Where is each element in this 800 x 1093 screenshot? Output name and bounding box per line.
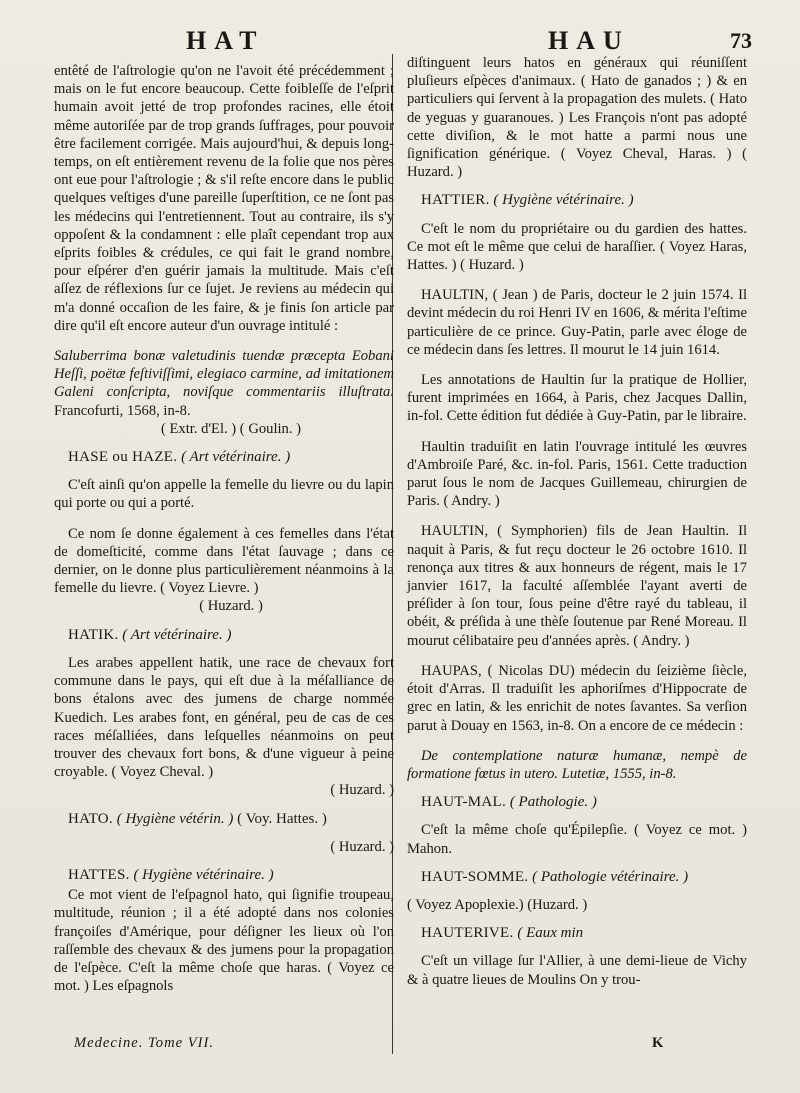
latin-citation: Saluberrima bonæ valetudinis tuendæ præcepta Eobani Heſſi, poëtæ feſtiviſſimi, elegiaco carmine, ad imitationem Galeni conſcripta, noviſque commentariis illuſtrata. Francofurti, 1568, in-8.	[54, 348, 394, 419]
entry-hase: HASE ou HAZE. ( Art vétérinaire. )	[68, 449, 291, 466]
entry-haut-mal: HAUT-MAL. ( Pathologie. )	[421, 794, 597, 811]
hauterive-paragraph: C'eſt un village ſur l'Allier, à une demi-lieue de Vichy & à quatre lieues de Moulins On y trou-	[407, 953, 747, 988]
entry-hato: HATO. ( Hygiène vétérin. ) ( Voy. Hattes. )	[68, 810, 327, 827]
haultin-jean-paragraph-1: HAULTIN, ( Jean ) de Paris, docteur le 2 juin 1574. Il devint médecin du roi Henri IV en 1606, & mérita l'eſtime particulière de ce prince. Guy-Patin, parle avec éloge de ce médecin dans ſes lettres. Il mourut le 14 juin 1614.	[407, 287, 747, 358]
hase-paragraph-2: Ce nom ſe donne également à ces femelles dans l'état de domeſticité, comme dans l'état ſauvage ; dans ce dernier, on le donne plus particulièrement néanmoins à la femelle du lievre. ( Voyez Lievre. )	[54, 525, 394, 597]
haut-somme-paragraph: ( Voyez Apoplexie.) (Huzard. )	[407, 896, 588, 913]
signature-huzard: ( Huzard. )	[199, 598, 263, 615]
haultin-symphorien-paragraph: HAULTIN, ( Symphorien) fils de Jean Haultin. Il naquit à Paris, & fut reçu docteur le 26 octobre 1610. Il renonça aux titres & aux honneurs de régent, mais le 17 janvier 1617, la faculté aſſemblée l'ayant averti de préſider à ſon tour, ſous peine d'être rayé du tableau, il obéit, & préſida à une thèſe ſoutenue par René Moreau. Il mourut célibataire peu d'années après. ( Andry. )	[407, 523, 747, 649]
hase-paragraph-1: C'eſt ainſi qu'on appelle la femelle du lievre ou du lapin qui porte ou qui a porté.	[54, 477, 394, 512]
footer-signature-mark: K	[652, 1035, 664, 1051]
page-number: 73	[730, 28, 752, 53]
signature-huzard: ( Huzard. )	[330, 782, 394, 799]
right-column	[407, 54, 747, 989]
signature-huzard: ( Huzard. )	[330, 838, 394, 855]
haupas-paragraph: HAUPAS, ( Nicolas DU) médecin du ſeizième ſiècle, étoit d'Arras. Il traduiſit les aphoriſmes d'Hippocrate de grec en latin, & les enrichit de notes ſavantes. Sa verſion parut à Douay en 1563, in-8. On a encore de ce médecin :	[407, 662, 747, 734]
entry-haut-somme: HAUT-SOMME. ( Pathologie vétérinaire. )	[421, 868, 689, 885]
entry-hauterive: HAUTERIVE. ( Eaux min	[421, 925, 584, 942]
haultin-jean-paragraph-2: Les annotations de Haultin ſur la pratique de Hollier, furent imprimées en 1664, à Paris, chez Jacques Dallin, in-fol. Cette édition fut dédiée à Guy-Patin, par le libraire.	[407, 372, 747, 425]
entry-hattier: HATTIER. ( Hygiène vétérinaire. )	[421, 192, 634, 209]
haultin-jean-paragraph-3: Haultin traduiſit en latin l'ouvrage intitulé les œuvres d'Ambroiſe Paré, &c. in-fol. Paris, 1561. Cette traduction parut ſous le nom de Jacques Guillemeau, chirurgien de Paris. ( Andry. )	[407, 438, 747, 510]
entry-hatik: HATIK. ( Art vétérinaire. )	[68, 626, 232, 643]
entry-hattes: HATTES. ( Hygiène vétérinaire. )	[68, 866, 274, 883]
haut-mal-paragraph: C'eſt la même choſe qu'Épilepſie. ( Voyez ce mot. ) Mahon.	[407, 822, 747, 857]
paragraph-continuation: entêté de l'aſtrologie qu'on ne l'avoit été précédemment ; mais on le fut encore beaucoup. Cette foibleſſe de l'eſprit humain avoit jetté de trop profondes racines, elle étoit même autoriſée par de trop grands ſuffrages, pour pouvoir être facilement corrigée. Mais aujourd'hui, & depuis long-temps, on eſt entièrement revenu de la folie que nos pères ont eue pour l'aſtrologie ; & s'il reſte encore dans le public quelques veſtiges d'une pareille ſuperſtition, ce ne ſont pas les médecins qui l'entretiennent. Tout au contraire, ils s'y oppoſent & la condamnent : elle plaît cependant trop aux eſprits foibles & crédules, ce qui fait le grand nombre, pour eſpérer d'en guérir jamais la multitude. Mais c'eſt aſſez de réflexions ſur ce ſujet. Je reviens au médecin qui m'a donné occaſion de les faire, & je finis ſon article par dire qu'il eſt encore auteur d'un ouvrage intitulé :	[54, 63, 394, 334]
running-head-right: HAU	[548, 26, 630, 55]
footer-volume: Medecine. Tome VII.	[74, 1035, 215, 1051]
hattes-continuation: diſtinguent leurs hatos en généraux qui réuniſſent pluſieurs eſpèces d'animaux. ( Hato de ganados ; ) & en particuliers qui ſervent à la propagation des mulets. ( Hato de yeguas y guaranoues. ) Les François n'ont pas adopté cette diviſion, & le mot hatte a parmi nous une ſignification générique. ( Voyez Cheval, Haras. ) ( Huzard. )	[407, 55, 747, 181]
signature-goulin: ( Extr. d'El. ) ( Goulin. )	[160, 420, 302, 437]
haupas-latin-citation: De contemplatione naturæ humanæ, nempè de formatione fœtus in utero. Lutetiæ, 1555, in-8.	[407, 747, 747, 782]
hattier-paragraph: C'eſt le nom du propriétaire ou du gardien des hattes. Ce mot eſt le même que celui de haraſſier. ( Voyez Haras, Hattes. ) ( Huzard. )	[407, 220, 747, 274]
left-column	[54, 62, 394, 995]
hattes-paragraph: Ce mot vient de l'eſpagnol hato, qui ſignifie troupeau, multitude, réunion ; il a été adopté dans nos colonies françoiſes d'Amérique, pour déſigner les lieux où l'on raſſemble des chevaux & des jumens pour la propagation de l'eſpèce. C'eſt la même choſe que haras. ( Voyez ce mot. ) Les eſpagnols	[54, 887, 394, 995]
running-head-left: HAT	[186, 26, 265, 55]
hatik-paragraph: Les arabes appellent hatik, une race de chevaux fort commune dans le pays, qui eſt due à la méſalliance de bons étalons avec des jumens de charge nommée Kuedich. Les arabes font, en général, peu de cas de ces races méſalliées, dans leſquelles néanmoins on peut trouver des chevaux fort bons, & d'une vigueur à peine croyable. ( Voyez Cheval. )	[54, 654, 394, 781]
